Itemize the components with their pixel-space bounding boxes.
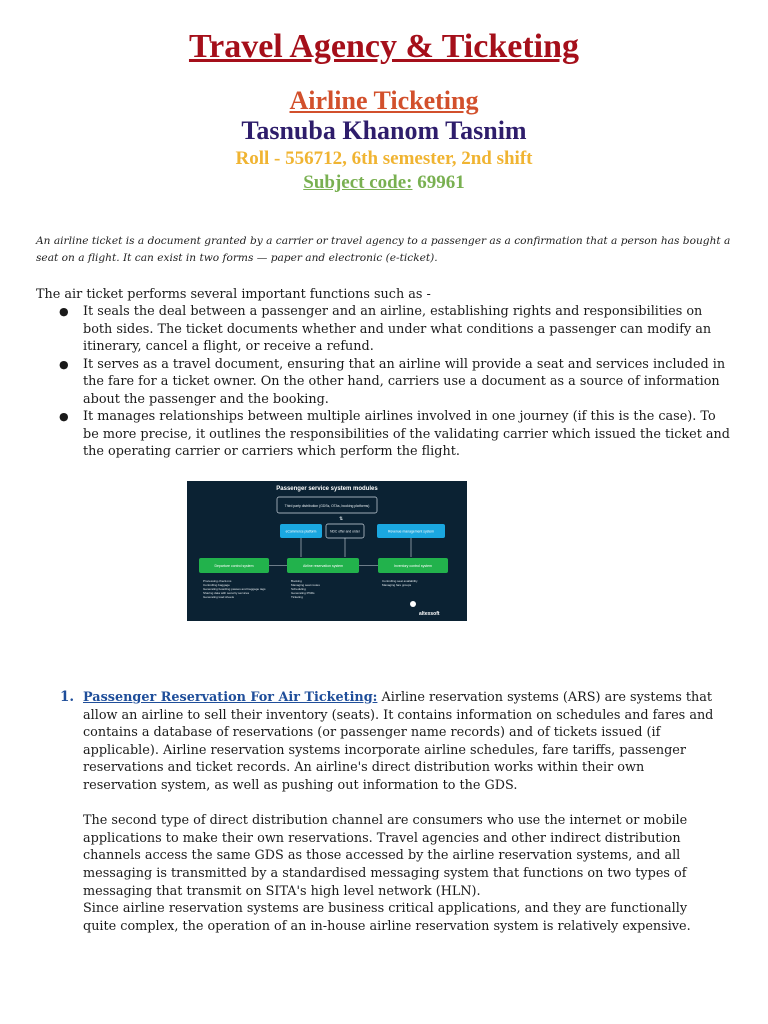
reservation-item: Ticketing <box>291 595 303 599</box>
inventory-item: Managing fare groups <box>382 583 412 587</box>
reservation-label: Airline reservation system <box>302 564 344 568</box>
list-item-text: It manages relationships between multiple airlines involved in one journey (if this is the case). To be more precise, it outlines the responsibilities of the validating carrier which issued the ticket and the operating carrier or carriers which perform the flight. <box>83 409 730 459</box>
ecommerce-label: eCommerce platform <box>285 529 317 534</box>
brand-name: altexsoft <box>419 611 440 617</box>
bullet-icon: ● <box>59 357 69 371</box>
third-party-label: Third party distribution (GDSs, OTAs, booking platforms) <box>284 504 370 508</box>
section-paragraph-3: Since airline reservation systems are business critical applications, and they are functionally quite complex, the operation of an in-house airline reservation system is relatively expensive. <box>83 901 691 934</box>
departure-item: Processing check-ins <box>203 579 232 583</box>
departure-item: Sharing data with security services <box>203 591 250 595</box>
author-name: Tasnuba Khanom Tasnim <box>241 116 527 145</box>
functions-lead: The air ticket performs several important functions such as - <box>36 287 431 302</box>
list-item <box>59 408 735 461</box>
subject-code-value: 69961 <box>412 172 465 193</box>
list-item-text: It seals the deal between a passenger and an airline, establishing rights and responsibilities on both sides. The ticket documents whether and under what conditions a passenger can modify an itinerary, cancel a flight, or receive a refund. <box>83 304 712 354</box>
section-paragraph-2: The second type of direct distribution channel are consumers who use the internet or mobile applications to make their own reservations. Travel agencies and other indirect distribution channels access the same GDS as those accessed by the airline reservation systems, and all messaging is transmitted by a standardised messaging system that functions on two types of messaging that transmit on SITA's high level network (HLN). <box>83 813 688 899</box>
reservation-item: Scheduling <box>291 587 306 591</box>
section-paragraph-1-text: Airline reservation systems (ARS) are systems that allow an airline to sell their inventory (seats). It contains information on schedules and fares and contains a database of reservations (or passenger name records) and of tickets issued (if applicable). Airline reservation systems incorporate airline schedules, fare tariffs, passenger reservations and ticket records. An airline's direct distribution works within their own reservation system, as well as pushing out information to the GDS. <box>83 690 714 793</box>
altexsoft-logo-icon <box>410 601 416 607</box>
paragraph-spacer <box>83 795 720 813</box>
departure-label: Departure control system <box>214 564 254 568</box>
reservation-item: Booking <box>291 579 302 583</box>
inventory-item: Controlling seat availability <box>382 579 418 583</box>
departure-item: Generating load sheets <box>203 595 235 599</box>
list-item <box>59 303 735 356</box>
document-title: Travel Agency & Ticketing <box>188 28 580 65</box>
departure-item: Generating boarding passes and baggage tags <box>203 587 266 591</box>
revenue-label: Revenue management system <box>388 529 434 534</box>
section-paragraph-1 <box>83 689 720 795</box>
section-heading-link[interactable]: Passenger Reservation For Air Ticketing: <box>83 690 378 705</box>
subject-code <box>0 172 768 194</box>
section-passenger-reservation <box>60 689 720 935</box>
diagram-title: Passenger service system modules <box>276 486 378 492</box>
bullet-icon: ● <box>59 410 69 423</box>
document-subtitle: Airline Ticketing <box>289 86 479 115</box>
section-number: 1. <box>60 689 75 705</box>
list-item <box>59 356 735 409</box>
intro-paragraph: An airline ticket is a document granted by a carrier or travel agency to a passenger as a confirmation that a person has bought a seat on a flight. It can exist in two forms — paper and electronic (e-ticket). <box>36 235 731 264</box>
departure-item: Controlling baggage <box>203 583 230 587</box>
functions-list <box>59 303 735 461</box>
link-arrow-icon: ⇅ <box>339 516 344 522</box>
ndc-label: NDC offer and order <box>330 529 360 534</box>
reservation-item: Managing seat routes <box>291 583 320 587</box>
passenger-service-diagram <box>187 481 467 621</box>
bullet-icon: ● <box>59 305 69 318</box>
roll-info: Roll - 556712, 6th semester, 2nd shift <box>235 148 533 169</box>
subject-code-label: Subject code: <box>303 172 413 193</box>
reservation-item: Generating PNRs <box>291 591 315 595</box>
section-body <box>83 689 720 935</box>
inventory-label: Inventory control system <box>394 564 432 568</box>
list-item-text: It serves as a travel document, ensuring that an airline will provide a seat and services included in the fare for a ticket owner. On the other hand, carriers use a document as a source of information about the passenger and the booking. <box>83 356 726 407</box>
